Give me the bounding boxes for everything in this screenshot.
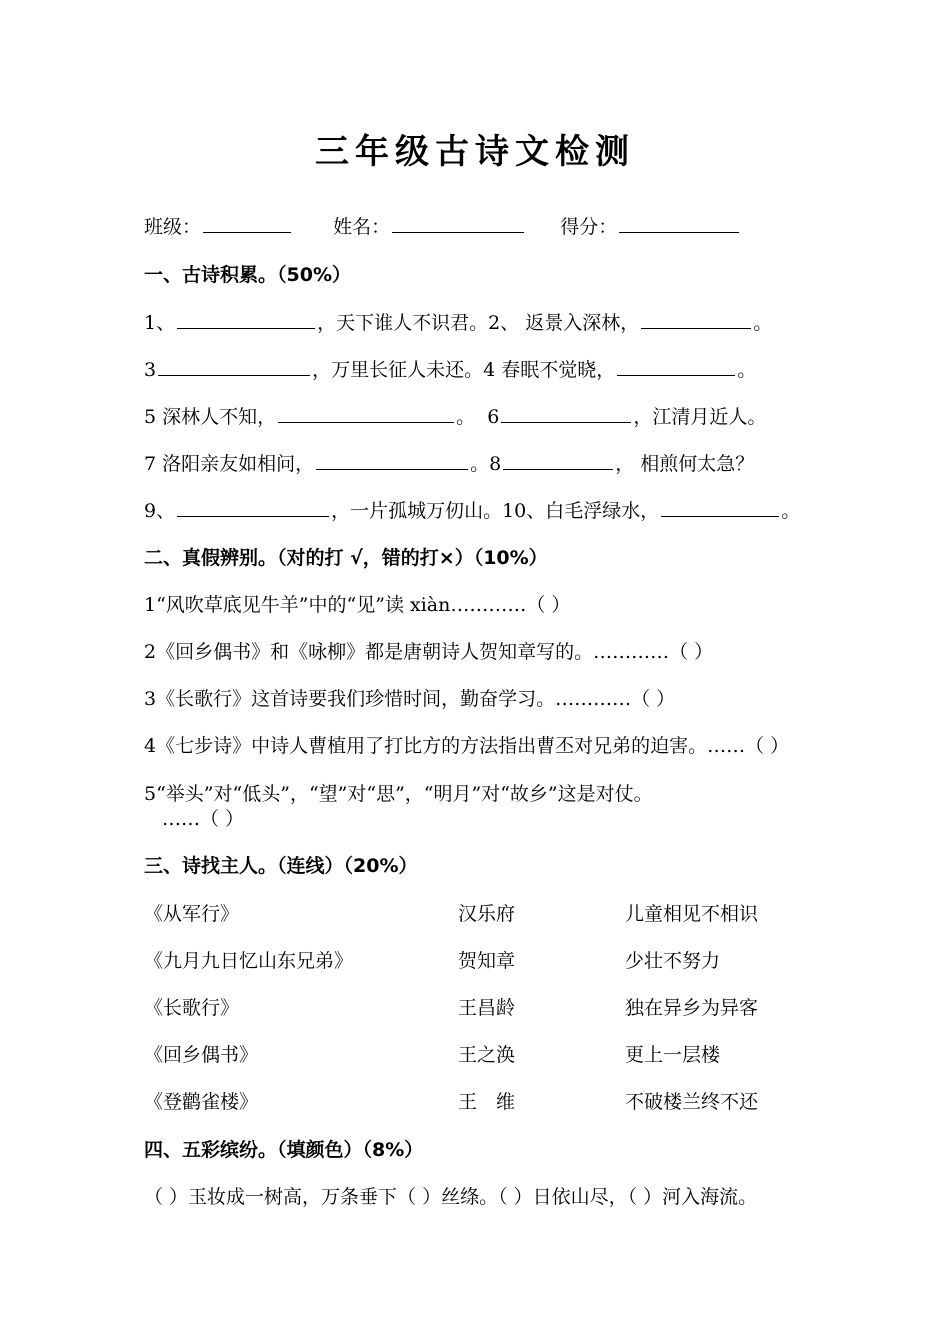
q7-prefix: 7 洛阳亲友如相问， (144, 453, 315, 475)
poem-line: 不破楼兰终不还 (625, 1091, 759, 1113)
poem-title: 《从军行》 (144, 903, 240, 925)
q2-blank[interactable] (641, 310, 751, 329)
q3-text: ，万里长征人未还。4 春眠不觉晓， (312, 359, 616, 381)
poem-line: 更上一层楼 (625, 1044, 721, 1066)
q6-end: ，江清月近人。 (633, 406, 767, 428)
q2-end: 。 (753, 312, 773, 334)
q10-blank[interactable] (661, 498, 779, 517)
q8-blank[interactable] (503, 451, 613, 470)
q1-text: ，天下谁人不识君。2、 返景入深林， (317, 312, 640, 334)
q4-end: 。 (737, 359, 757, 381)
score-label: 得分： (560, 216, 618, 238)
q9-blank[interactable] (177, 498, 329, 517)
q3-blank[interactable] (158, 357, 310, 376)
q5-blank[interactable] (278, 404, 454, 423)
true-false-item: 5“举头”对“低头”，“望”对“思”，“明月”对“故乡”这是对仗。 (144, 783, 653, 805)
poem-title: 《回乡偶书》 (144, 1044, 259, 1066)
q5-text: 。 6 (456, 406, 500, 428)
poem-line: 少壮不努力 (625, 950, 721, 972)
section4-heading: 四、五彩缤纷。（填颜色）（8%） (144, 1139, 424, 1161)
student-info-row (144, 214, 741, 240)
true-false-item: 2《回乡偶书》和《咏柳》都是唐朝诗人贺知章写的。…………（ ） (144, 641, 714, 663)
section1-heading: 一、古诗积累。（50%） (144, 264, 351, 286)
poet-name: 王 维 (458, 1091, 516, 1113)
true-false-item: 1“风吹草底见牛羊”中的“见”读 xiàn…………（ ） (144, 594, 571, 616)
poem-line: 儿童相见不相识 (625, 903, 759, 925)
question-3-4 (144, 357, 756, 383)
section3-heading: 三、诗找主人。（连线）（20%） (144, 855, 418, 877)
poem-title: 《九月九日忆山东兄弟》 (144, 950, 354, 972)
section2-heading: 二、真假辨别。（对的打 √，错的打×）（10%） (144, 547, 548, 569)
q9-prefix: 9、 (144, 500, 176, 522)
class-field[interactable] (203, 214, 291, 233)
poem-line: 独在异乡为异客 (625, 997, 759, 1019)
true-false-item: 3《长歌行》这首诗要我们珍惜时间，勤奋学习。…………（ ） (144, 688, 676, 710)
name-label: 姓名： (333, 216, 391, 238)
q8-end: ， 相煎何太急？ (615, 453, 755, 475)
q7-blank[interactable] (316, 451, 468, 470)
question-9-10 (144, 498, 800, 524)
poet-name: 贺知章 (458, 950, 516, 972)
q3-prefix: 3 (144, 359, 157, 381)
poet-name: 王昌龄 (458, 997, 516, 1019)
q9-text: ，一片孤城万仞山。10、白毛浮绿水， (331, 500, 660, 522)
poem-title: 《长歌行》 (144, 997, 240, 1019)
true-false-item: 4《七步诗》中诗人曹植用了打比方的方法指出曹丕对兄弟的迫害。……（ ） (144, 735, 790, 757)
poet-name: 汉乐府 (458, 903, 516, 925)
color-fill-line: （ ）玉妆成一树高，万条垂下（ ）丝绦。（ ）日依山尽，（ ）河入海流。 (144, 1186, 758, 1208)
page-title: 三年级古诗文检测 (315, 132, 635, 172)
q6-blank[interactable] (501, 404, 631, 423)
q7-text: 。8 (470, 453, 502, 475)
q1-blank[interactable] (177, 310, 315, 329)
true-false-item-continued: ……（ ） (162, 808, 245, 830)
q5-prefix: 5 深林人不知， (144, 406, 277, 428)
score-field[interactable] (619, 214, 739, 233)
poem-title: 《登鹳雀楼》 (144, 1091, 259, 1113)
poet-name: 王之涣 (458, 1044, 516, 1066)
question-5-6 (144, 404, 766, 430)
question-1-2 (144, 310, 772, 336)
name-field[interactable] (392, 214, 524, 233)
q4-blank[interactable] (617, 357, 735, 376)
class-label: 班级： (144, 216, 202, 238)
question-7-8 (144, 451, 754, 477)
q10-end: 。 (781, 500, 801, 522)
q1-prefix: 1、 (144, 312, 176, 334)
